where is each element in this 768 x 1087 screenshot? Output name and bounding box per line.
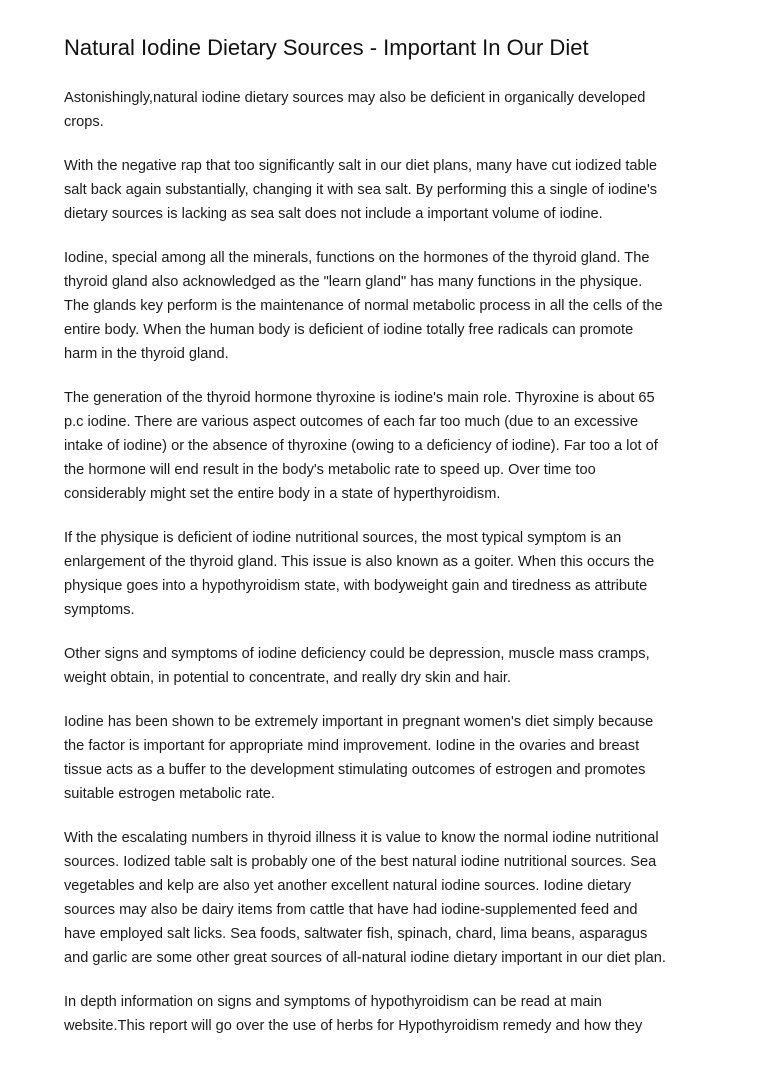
paragraph-line: If the physique is deficient of iodine nutritional sources, the most typical symptom is an bbox=[64, 530, 622, 546]
paragraph-line: p.c iodine. There are various aspect outcomes of each far too much (due to an excessive bbox=[64, 414, 639, 430]
page-title: Natural Iodine Dietary Sources - Important In Our Diet bbox=[64, 35, 589, 60]
paragraph-8 bbox=[64, 826, 724, 970]
paragraph-7 bbox=[64, 710, 724, 806]
paragraph-3 bbox=[64, 246, 724, 366]
paragraph-line: suitable estrogen metabolic rate. bbox=[64, 786, 275, 802]
paragraph-line: Other signs and symptoms of iodine deficiency could be depression, muscle mass cramps, bbox=[64, 646, 650, 662]
paragraph-5 bbox=[64, 526, 724, 622]
paragraph-line: symptoms. bbox=[64, 602, 135, 618]
paragraph-line: The glands key perform is the maintenance of normal metabolic process in all the cells of the bbox=[64, 298, 663, 314]
paragraph-line: the hormone will end result in the body's metabolic rate to speed up. Over time too bbox=[64, 462, 596, 478]
paragraph-line: crops. bbox=[64, 114, 104, 130]
paragraph-line: With the negative rap that too significantly salt in our diet plans, many have cut iodized table bbox=[64, 158, 658, 174]
paragraph-2 bbox=[64, 154, 724, 226]
paragraph-line: With the escalating numbers in thyroid illness it is value to know the normal iodine nutritional bbox=[64, 830, 659, 846]
paragraph-9 bbox=[64, 990, 724, 1038]
paragraph-line: the factor is important for appropriate mind improvement. Iodine in the ovaries and breast bbox=[64, 738, 640, 754]
paragraph-line: weight obtain, in potential to concentrate, and really dry skin and hair. bbox=[64, 670, 512, 686]
paragraph-line: Iodine has been shown to be extremely important in pregnant women's diet simply because bbox=[64, 714, 654, 730]
paragraph-line: vegetables and kelp are also yet another excellent natural iodine sources. Iodine dietary bbox=[64, 878, 632, 894]
paragraph-line: thyroid gland also acknowledged as the "learn gland" has many functions in the physique. bbox=[64, 274, 643, 290]
paragraph-line: In depth information on signs and symptoms of hypothyroidism can be read at main bbox=[64, 994, 602, 1010]
paragraph-line: physique goes into a hypothyroidism state, with bodyweight gain and tiredness as attribute bbox=[64, 578, 648, 594]
paragraph-1 bbox=[64, 86, 724, 134]
paragraph-line: Astonishingly,natural iodine dietary sources may also be deficient in organically developed bbox=[64, 90, 646, 106]
paragraph-line: website.This report will go over the use of herbs for Hypothyroidism remedy and how they bbox=[64, 1018, 643, 1034]
paragraph-line: harm in the thyroid gland. bbox=[64, 346, 229, 362]
paragraph-line: Iodine, special among all the minerals, functions on the hormones of the thyroid gland. The bbox=[64, 250, 650, 266]
paragraph-6 bbox=[64, 642, 724, 690]
paragraph-line: dietary sources is lacking as sea salt does not include a important volume of iodine. bbox=[64, 206, 603, 222]
paragraph-line: have employed salt licks. Sea foods, saltwater fish, spinach, chard, lima beans, asparagus bbox=[64, 926, 648, 942]
paragraph-line: tissue acts as a buffer to the development stimulating outcomes of estrogen and promotes bbox=[64, 762, 646, 778]
paragraph-line: considerably might set the entire body in a state of hyperthyroidism. bbox=[64, 486, 501, 502]
paragraph-line: sources. Iodized table salt is probably one of the best natural iodine nutritional sources. Sea bbox=[64, 854, 657, 870]
paragraph-line: enlargement of the thyroid gland. This issue is also known as a goiter. When this occurs the bbox=[64, 554, 655, 570]
paragraph-line: sources may also be dairy items from cattle that have had iodine-supplemented feed and bbox=[64, 902, 638, 918]
paragraph-line: The generation of the thyroid hormone thyroxine is iodine's main role. Thyroxine is about 65 bbox=[64, 390, 655, 406]
paragraph-4 bbox=[64, 386, 724, 506]
paragraph-line: intake of iodine) or the absence of thyroxine (owing to a deficiency of iodine). Far too a lot of bbox=[64, 438, 658, 454]
paragraph-line: and garlic are some other great sources of all-natural iodine dietary important in our diet plan. bbox=[64, 950, 666, 966]
paragraph-line: entire body. When the human body is deficient of iodine totally free radicals can promote bbox=[64, 322, 634, 338]
paragraph-line: salt back again substantially, changing it with sea salt. By performing this a single of iodine's bbox=[64, 182, 658, 198]
